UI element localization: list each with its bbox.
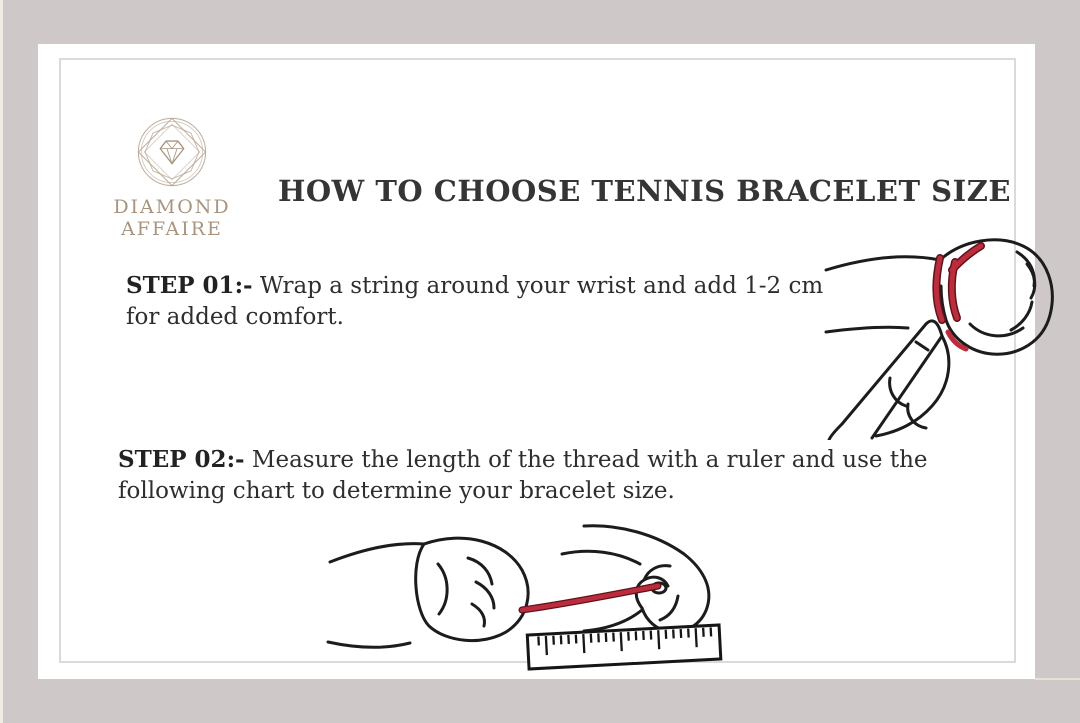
frame-seam <box>1035 678 1080 680</box>
brand-logo <box>102 110 242 240</box>
red-string <box>936 246 981 349</box>
ruler <box>527 625 721 669</box>
brand-name-line1: DIAMOND <box>113 196 231 218</box>
step-2-body: Measure the length of the thread with a ruler and use the following chart to determine your bracelet size. <box>118 447 928 504</box>
page-title: HOW TO CHOOSE TENNIS BRACELET SIZE <box>278 174 1011 208</box>
step-2-label: STEP 02:- <box>118 446 245 473</box>
diamond-emblem-icon <box>130 110 214 194</box>
frame-left-edge <box>0 0 3 723</box>
step-2-text <box>118 444 1023 507</box>
white-page <box>38 44 1035 679</box>
step-1-body: Wrap a string around your wrist and add 1-2 cm for added comfort. <box>126 273 824 330</box>
wrist-string-illustration <box>824 226 1056 440</box>
brand-name-line2: AFFAIRE <box>121 218 223 240</box>
thread-ruler-illustration <box>326 524 730 688</box>
step-1-label: STEP 01:- <box>126 272 253 299</box>
step-1-text <box>126 270 856 333</box>
gem-icon <box>160 141 184 164</box>
